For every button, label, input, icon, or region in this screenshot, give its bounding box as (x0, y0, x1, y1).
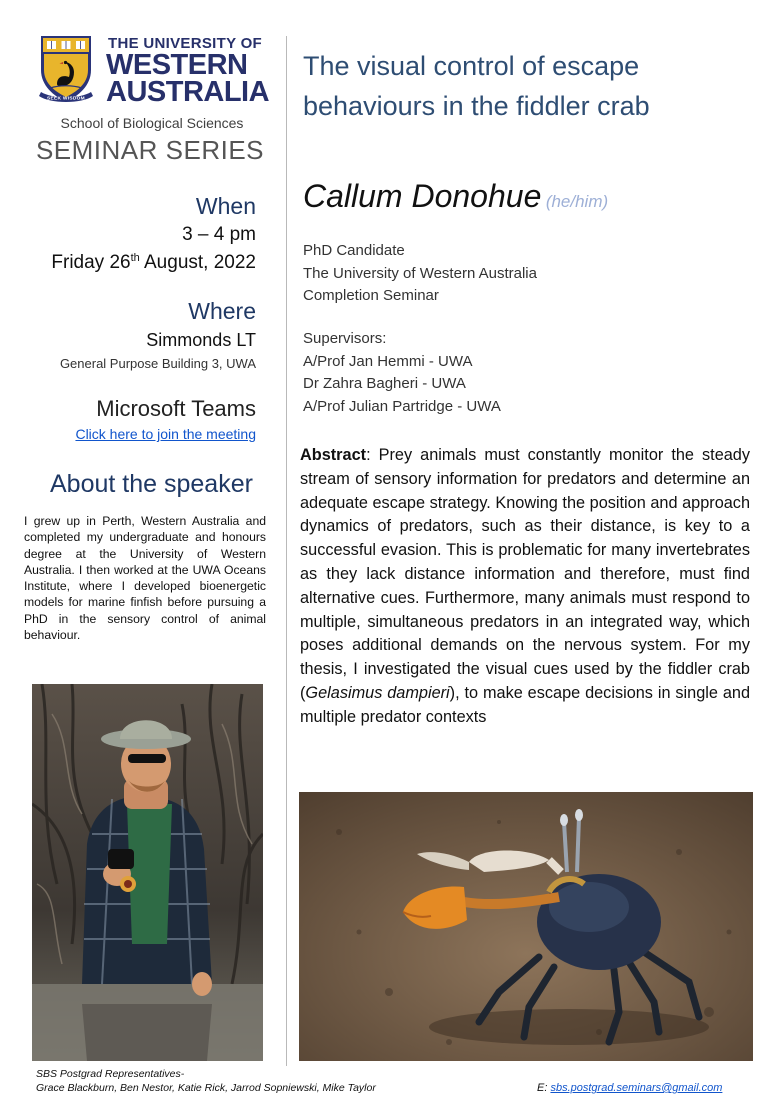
seminar-type: Completion Seminar (303, 287, 439, 304)
contact-email (537, 1082, 722, 1094)
supervisors-block (303, 328, 501, 418)
email-prefix: E: (537, 1082, 551, 1094)
seminar-series-title: SEMINAR SERIES (35, 135, 265, 165)
reps-label: SBS Postgrad Representatives- (36, 1068, 185, 1080)
university-name-line-1: THE UNIVERSITY OF (108, 35, 263, 52)
speaker-pronouns: (he/him) (545, 192, 609, 211)
speaker-institution: The University of Western Australia (303, 264, 537, 282)
date-suffix: th (130, 252, 140, 264)
speaker-name: Callum Donohue (303, 178, 542, 214)
teams-heading: Microsoft Teams (96, 396, 256, 421)
reps-names: Grace Blackburn, Ben Nestor, Katie Rick, Jarrod Sopniewski, Mike Taylor (36, 1082, 376, 1094)
abstract-text-2: ), to make escape decisions in single and multiple predator contexts (300, 683, 750, 726)
email-link[interactable]: sbs.postgrad.seminars@gmail.com (550, 1082, 723, 1094)
supervisor-item: Dr Zahra Bagheri - UWA (303, 375, 466, 392)
teams-join-link[interactable]: Click here to join the meeting (75, 426, 256, 442)
speaker-role: PhD Candidate (303, 242, 405, 259)
speaker-photo (32, 684, 263, 1061)
seminar-title: The visual control of escape behaviours in the fiddler crab (303, 51, 650, 121)
abstract-label: Abstract (300, 446, 367, 464)
seminar-date (51, 252, 256, 274)
seminar-time: 3 – 4 pm (182, 224, 256, 245)
date-rest: August, 2022 (139, 252, 256, 273)
supervisor-item: A/Prof Jan Hemmi - UWA (303, 352, 473, 370)
school-name: School of Biological Sciences (60, 115, 244, 131)
supervisors-label: Supervisors: (303, 330, 387, 347)
abstract (300, 444, 750, 730)
abstract-text-1: : Prey animals must constantly monitor the steady stream of sensory information for predators and determine an adequate escape strategy. Knowing the position and approach dynamics of predators, such as their distance, is key to a successful evasion. This is problematic for many invertebrates as they lack distance information and therefore, must find alternative cues. Furthermore, many animals must respond to multiple, simultaneous predators in an integrated way, which poses additional demands on the nervous system. For my thesis, I investigated the visual cues used by the fiddler crab ( (300, 446, 750, 702)
species-name: Gelasimus dampieri (305, 683, 450, 702)
supervisor-item: A/Prof Julian Partridge - UWA (303, 397, 501, 415)
speaker-line (303, 178, 608, 215)
date-prefix: Friday 26 (51, 252, 131, 273)
crest-motto: SEEK WISDOM (47, 96, 85, 102)
fiddler-crab-illustration (299, 792, 753, 1061)
speaker-bio: I grew up in Perth, Western Australia and completed my undergraduate and honours degree at the University of Western Australia. I then worked at the UWA Oceans Institute, where I developed bioenergetic models for marine finfish before pursuing a PhD in the sensory control of animal behaviour. (24, 514, 266, 643)
university-name-line-3: AUSTRALIA (106, 76, 270, 108)
about-speaker-heading: About the speaker (50, 470, 253, 498)
uwa-crest-icon (38, 34, 94, 106)
where-heading: Where (188, 298, 256, 324)
university-logo (34, 32, 270, 172)
when-heading: When (195, 193, 256, 219)
column-divider (286, 36, 287, 1066)
university-name-line-2: WESTERN (106, 49, 248, 81)
venue-room: Simmonds LT (146, 330, 256, 350)
fiddler-crab-photo (299, 792, 753, 1061)
postgrad-representatives (36, 1067, 376, 1095)
venue-building: General Purpose Building 3, UWA (59, 356, 256, 371)
speaker-details (303, 240, 537, 308)
speaker-photo-illustration (32, 684, 263, 1061)
